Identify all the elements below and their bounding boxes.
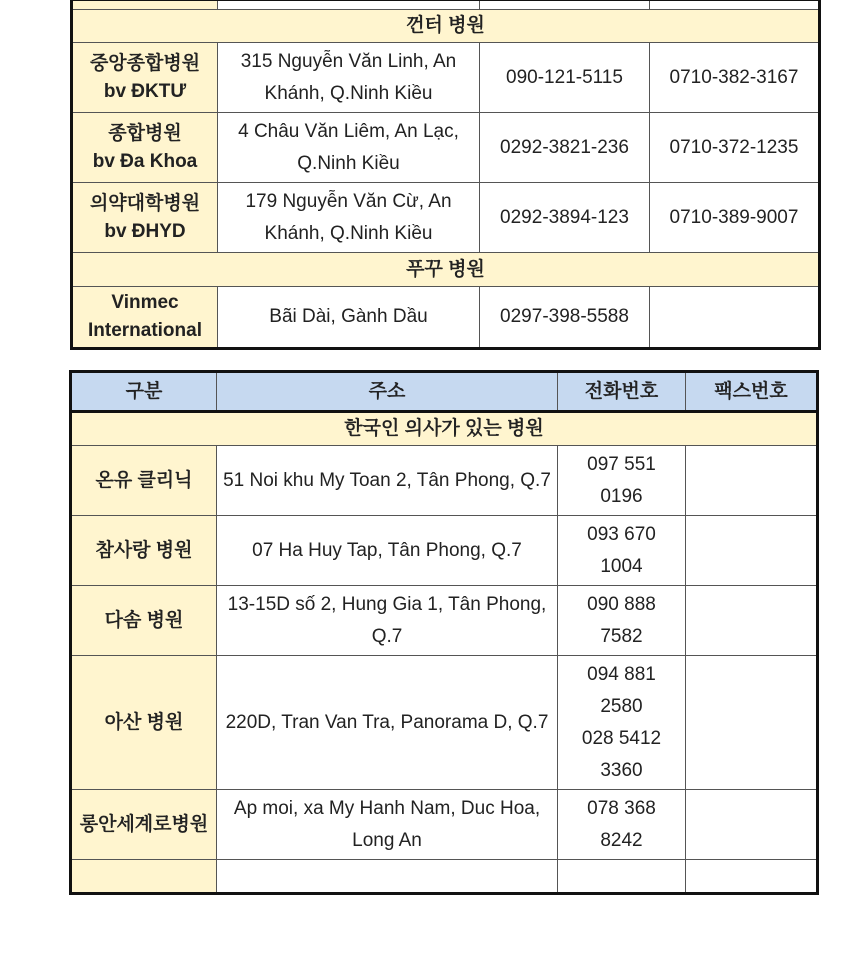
hospital-address	[217, 860, 558, 894]
hospital-address: 220D, Tran Van Tra, Panorama D, Q.7	[217, 656, 558, 790]
hospital-address: Bãi Dài, Gành Dầu	[218, 287, 480, 349]
hospital-name: 의약대학병원 bv ĐHYD	[72, 183, 218, 253]
hospital-table-regional	[70, 0, 821, 350]
hospital-address: 13-15D số 2, Hung Gia 1, Tân Phong, Q.7	[217, 586, 558, 656]
hospital-phone: 0292-3821-236	[480, 113, 650, 183]
hospital-phone: 090 888 7582	[558, 586, 686, 656]
table-row	[72, 43, 820, 113]
table-row	[71, 656, 818, 790]
section-row	[72, 253, 820, 287]
clipped-cell	[480, 0, 650, 10]
hospital-phone	[558, 860, 686, 894]
hospital-name: 중앙종합병원 bv ĐKTƯ	[72, 43, 218, 113]
table-row	[71, 516, 818, 586]
section-row	[71, 412, 818, 446]
hospital-phone: 078 368 8242	[558, 790, 686, 860]
header-fax: 팩스번호	[686, 372, 818, 412]
section-title: 푸꾸 병원	[72, 253, 820, 287]
hospital-phone: 094 881 2580 028 5412 3360	[558, 656, 686, 790]
table-row	[71, 586, 818, 656]
hospital-address: 07 Ha Huy Tap, Tân Phong, Q.7	[217, 516, 558, 586]
table-row-empty	[71, 860, 818, 894]
section-title: 껀터 병원	[72, 10, 820, 43]
header-phone: 전화번호	[558, 372, 686, 412]
header-category: 구분	[71, 372, 217, 412]
header-address: 주소	[217, 372, 558, 412]
hospital-address: 4 Châu Văn Liêm, An Lạc, Q.Ninh Kiều	[218, 113, 480, 183]
clipped-cell	[650, 0, 820, 10]
hospital-name: 참사랑 병원	[71, 516, 217, 586]
table-row	[72, 287, 820, 349]
hospital-phone: 090-121-5115	[480, 43, 650, 113]
hospital-phone: 0292-3894-123	[480, 183, 650, 253]
hospital-fax	[650, 287, 820, 349]
hospital-name: Vinmec International	[72, 287, 218, 349]
hospital-name: 롱안세계로병원	[71, 790, 217, 860]
hospital-address: Ap moi, xa My Hanh Nam, Duc Hoa, Long An	[217, 790, 558, 860]
hospital-name: 온유 클리닉	[71, 446, 217, 516]
section-row	[72, 10, 820, 43]
hospital-fax: 0710-389-9007	[650, 183, 820, 253]
table-row-clipped	[72, 0, 820, 10]
table-row	[71, 446, 818, 516]
table-row	[71, 790, 818, 860]
hospital-phone: 0297-398-5588	[480, 287, 650, 349]
hospital-phone: 097 551 0196	[558, 446, 686, 516]
hospital-address: 179 Nguyễn Văn Cừ, An Khánh, Q.Ninh Kiều	[218, 183, 480, 253]
table-row	[72, 183, 820, 253]
hospital-name	[71, 860, 217, 894]
hospital-name: 다솜 병원	[71, 586, 217, 656]
hospital-address: 315 Nguyễn Văn Linh, An Khánh, Q.Ninh Kiều	[218, 43, 480, 113]
hospital-fax	[686, 656, 818, 790]
section-title: 한국인 의사가 있는 병원	[71, 412, 818, 446]
hospital-phone: 093 670 1004	[558, 516, 686, 586]
hospital-fax: 0710-382-3167	[650, 43, 820, 113]
hospital-address: 51 Noi khu My Toan 2, Tân Phong, Q.7	[217, 446, 558, 516]
hospital-table-korean-doctors	[69, 370, 819, 895]
hospital-fax	[686, 516, 818, 586]
clipped-cell	[72, 0, 218, 10]
table-row	[72, 113, 820, 183]
clipped-cell	[218, 0, 480, 10]
hospital-fax	[686, 860, 818, 894]
hospital-fax	[686, 446, 818, 516]
header-row	[71, 372, 818, 412]
hospital-name: 종합병원 bv Đa Khoa	[72, 113, 218, 183]
hospital-fax	[686, 586, 818, 656]
hospital-fax	[686, 790, 818, 860]
hospital-name: 아산 병원	[71, 656, 217, 790]
hospital-fax: 0710-372-1235	[650, 113, 820, 183]
